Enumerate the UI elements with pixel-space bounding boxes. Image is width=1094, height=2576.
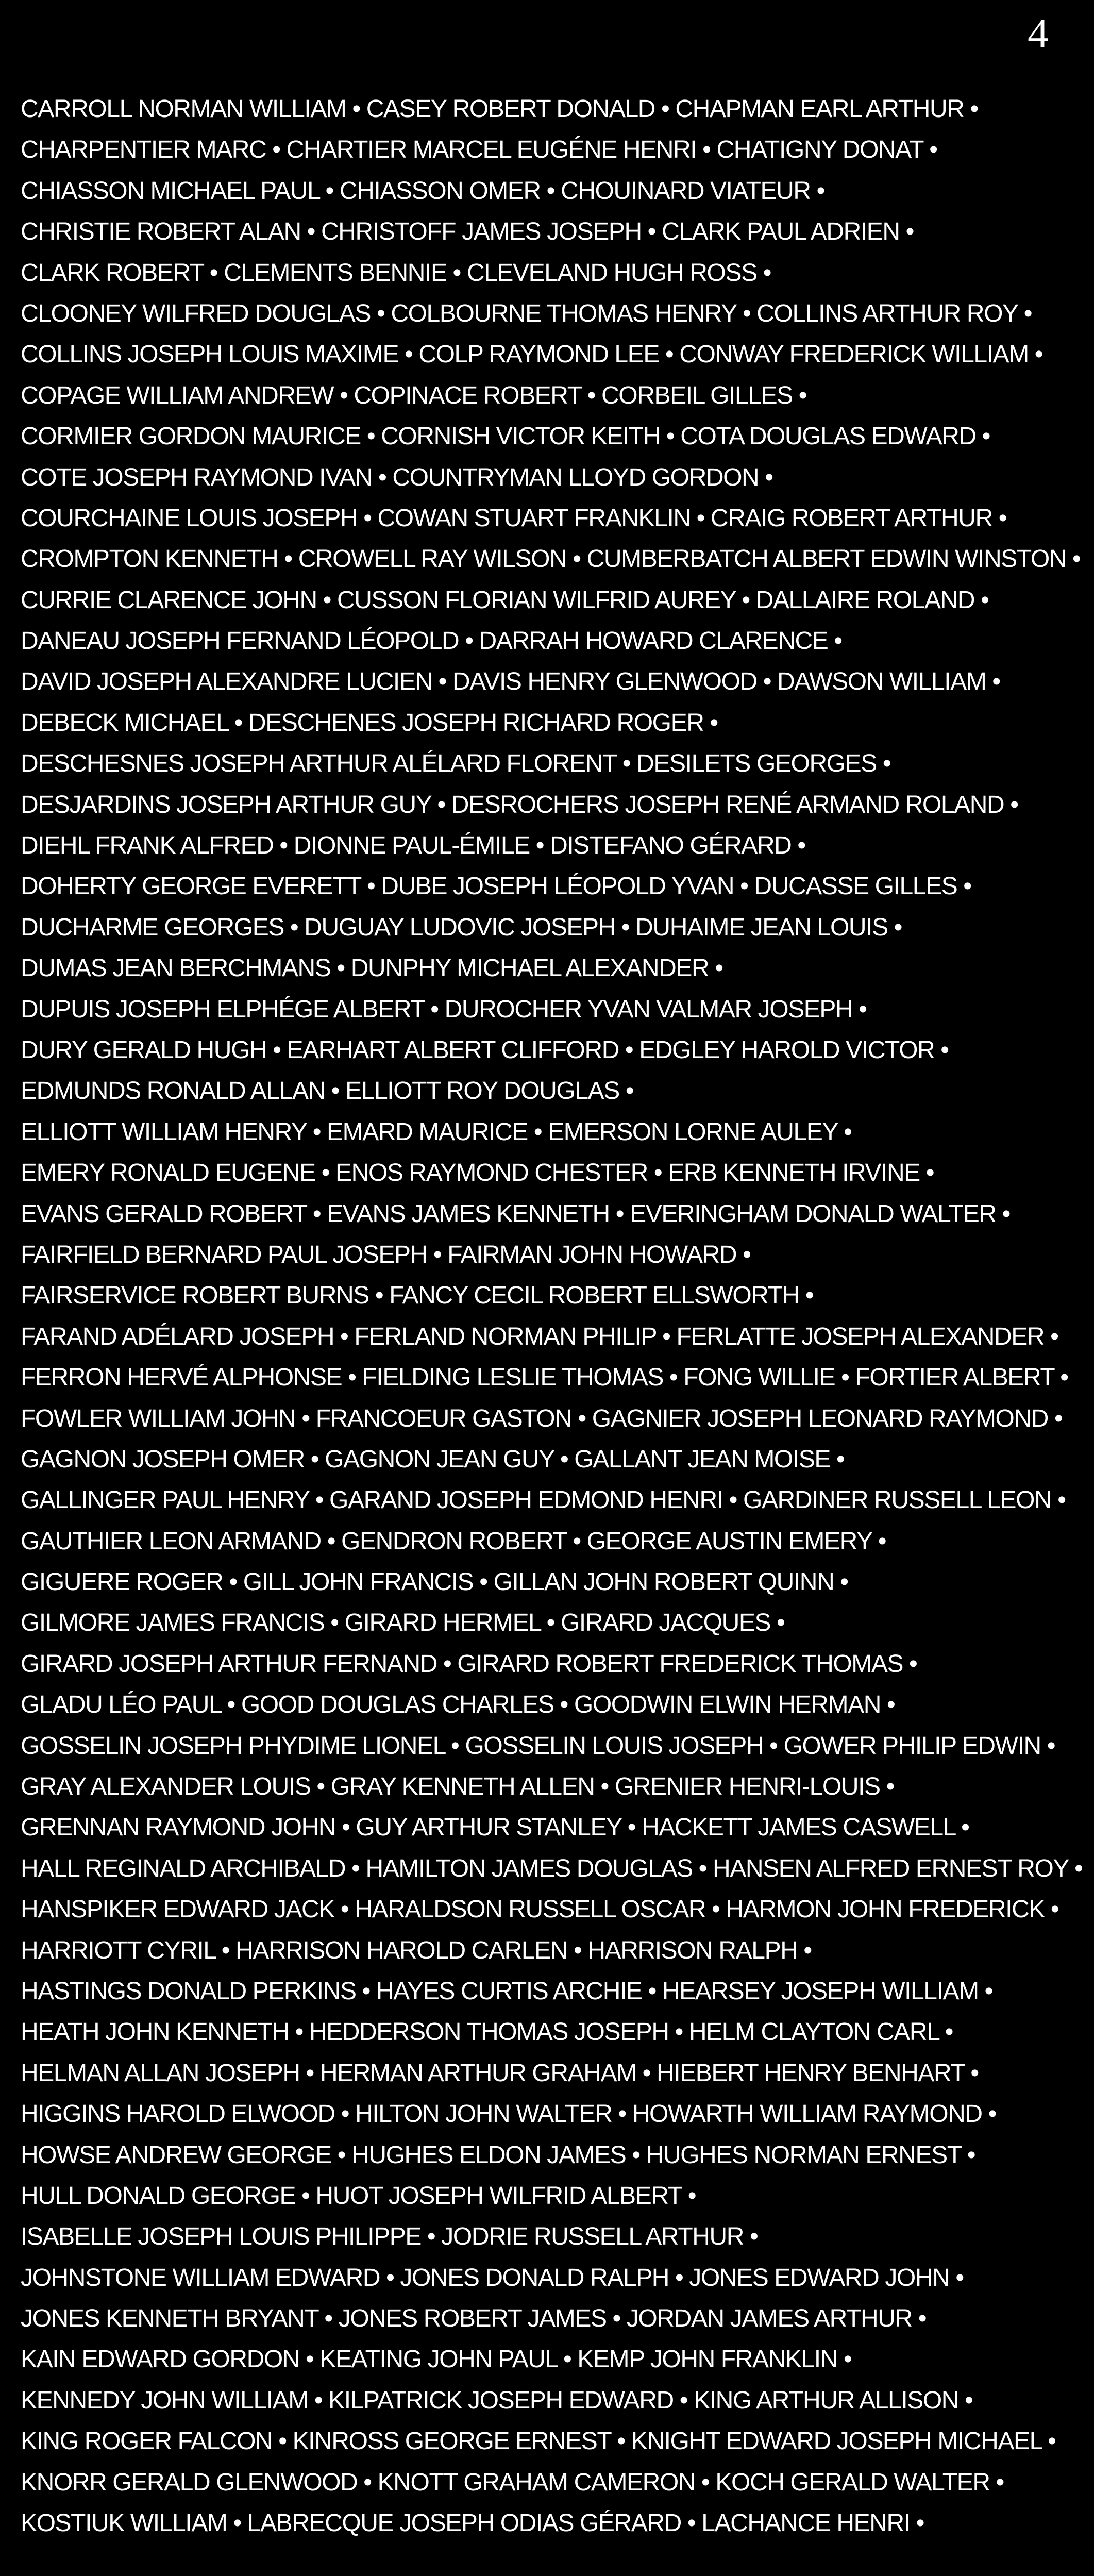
name-line: DEBECK MICHAEL • DESCHENES JOSEPH RICHARD ROGER • bbox=[21, 709, 718, 737]
name-line: COTE JOSEPH RAYMOND IVAN • COUNTRYMAN LLOYD GORDON • bbox=[21, 463, 773, 491]
name-line: CURRIE CLARENCE JOHN • CUSSON FLORIAN WILFRID AUREY • DALLAIRE ROLAND • bbox=[21, 586, 989, 614]
name-line: GAUTHIER LEON ARMAND • GENDRON ROBERT • GEORGE AUSTIN EMERY • bbox=[21, 1527, 886, 1555]
name-line: EDMUNDS RONALD ALLAN • ELLIOTT ROY DOUGLAS • bbox=[21, 1077, 634, 1105]
name-line: HULL DONALD GEORGE • HUOT JOSEPH WILFRID ALBERT • bbox=[21, 2182, 696, 2210]
name-line: DUCHARME GEORGES • DUGUAY LUDOVIC JOSEPH • DUHAIME JEAN LOUIS • bbox=[21, 913, 902, 941]
name-line: DUPUIS JOSEPH ELPHÉGE ALBERT • DUROCHER YVAN VALMAR JOSEPH • bbox=[21, 995, 867, 1023]
name-line: GALLINGER PAUL HENRY • GARAND JOSEPH EDMOND HENRI • GARDINER RUSSELL LEON • bbox=[21, 1486, 1066, 1514]
name-line: KOSTIUK WILLIAM • LABRECQUE JOSEPH ODIAS GÉRARD • LACHANCE HENRI • bbox=[21, 2510, 924, 2537]
name-line: CROMPTON KENNETH • CROWELL RAY WILSON • CUMBERBATCH ALBERT EDWIN WINSTON • bbox=[21, 545, 1081, 573]
name-line: DIEHL FRANK ALFRED • DIONNE PAUL-ÉMILE • DISTEFANO GÉRARD • bbox=[21, 832, 805, 860]
name-line: ELLIOTT WILLIAM HENRY • EMARD MAURICE • EMERSON LORNE AULEY • bbox=[21, 1118, 852, 1146]
name-line: KENNEDY JOHN WILLIAM • KILPATRICK JOSEPH EDWARD • KING ARTHUR ALLISON • bbox=[21, 2386, 973, 2414]
name-line: FAIRSERVICE ROBERT BURNS • FANCY CECIL ROBERT ELLSWORTH • bbox=[21, 1282, 814, 1310]
name-line: COURCHAINE LOUIS JOSEPH • COWAN STUART FRANKLIN • CRAIG ROBERT ARTHUR • bbox=[21, 504, 1007, 532]
name-line: DOHERTY GEORGE EVERETT • DUBE JOSEPH LÉOPOLD YVAN • DUCASSE GILLES • bbox=[21, 873, 971, 900]
name-line: CHRISTIE ROBERT ALAN • CHRISTOFF JAMES JOSEPH • CLARK PAUL ADRIEN • bbox=[21, 218, 914, 246]
name-line: GOSSELIN JOSEPH PHYDIME LIONEL • GOSSELIN LOUIS JOSEPH • GOWER PHILIP EDWIN • bbox=[21, 1732, 1055, 1760]
name-line: KAIN EDWARD GORDON • KEATING JOHN PAUL • KEMP JOHN FRANKLIN • bbox=[21, 2346, 852, 2373]
name-line: HALL REGINALD ARCHIBALD • HAMILTON JAMES DOUGLAS • HANSEN ALFRED ERNEST ROY • bbox=[21, 1854, 1082, 1882]
name-line: GRENNAN RAYMOND JOHN • GUY ARTHUR STANLEY • HACKETT JAMES CASWELL • bbox=[21, 1814, 969, 1842]
name-line: DUMAS JEAN BERCHMANS • DUNPHY MICHAEL ALEXANDER • bbox=[21, 955, 723, 982]
name-line: DANEAU JOSEPH FERNAND LÉOPOLD • DARRAH HOWARD CLARENCE • bbox=[21, 627, 842, 655]
name-line: COPAGE WILLIAM ANDREW • COPINACE ROBERT • CORBEIL GILLES • bbox=[21, 381, 807, 409]
name-line: DURY GERALD HUGH • EARHART ALBERT CLIFFORD • EDGLEY HAROLD VICTOR • bbox=[21, 1036, 949, 1064]
name-line: FERRON HERVÉ ALPHONSE • FIELDING LESLIE THOMAS • FONG WILLIE • FORTIER ALBERT • bbox=[21, 1364, 1068, 1392]
name-line: DESCHESNES JOSEPH ARTHUR ALÉLARD FLORENT • DESILETS GEORGES • bbox=[21, 750, 891, 778]
name-line: GILMORE JAMES FRANCIS • GIRARD HERMEL • GIRARD JACQUES • bbox=[21, 1609, 785, 1637]
name-line: DESJARDINS JOSEPH ARTHUR GUY • DESROCHERS JOSEPH RENÉ ARMAND ROLAND • bbox=[21, 791, 1018, 818]
name-line: FAIRFIELD BERNARD PAUL JOSEPH • FAIRMAN JOHN HOWARD • bbox=[21, 1241, 751, 1268]
name-line: CHIASSON MICHAEL PAUL • CHIASSON OMER • CHOUINARD VIATEUR • bbox=[21, 177, 825, 205]
name-line: GIGUERE ROGER • GILL JOHN FRANCIS • GILLAN JOHN ROBERT QUINN • bbox=[21, 1568, 848, 1596]
name-line: FARAND ADÉLARD JOSEPH • FERLAND NORMAN PHILIP • FERLATTE JOSEPH ALEXANDER • bbox=[21, 1323, 1058, 1350]
name-line: GLADU LÉO PAUL • GOOD DOUGLAS CHARLES • GOODWIN ELWIN HERMAN • bbox=[21, 1691, 895, 1719]
name-line: EVANS GERALD ROBERT • EVANS JAMES KENNETH • EVERINGHAM DONALD WALTER • bbox=[21, 1200, 1010, 1228]
name-line: HARRIOTT CYRIL • HARRISON HAROLD CARLEN • HARRISON RALPH • bbox=[21, 1936, 812, 1964]
names-list bbox=[21, 89, 1082, 2544]
name-line: EMERY RONALD EUGENE • ENOS RAYMOND CHESTER • ERB KENNETH IRVINE • bbox=[21, 1159, 934, 1187]
name-line: HANSPIKER EDWARD JACK • HARALDSON RUSSELL OSCAR • HARMON JOHN FREDERICK • bbox=[21, 1896, 1059, 1923]
name-line: KNORR GERALD GLENWOOD • KNOTT GRAHAM CAMERON • KOCH GERALD WALTER • bbox=[21, 2468, 1004, 2496]
name-line: CARROLL NORMAN WILLIAM • CASEY ROBERT DONALD • CHAPMAN EARL ARTHUR • bbox=[21, 95, 978, 123]
name-line: JOHNSTONE WILLIAM EDWARD • JONES DONALD RALPH • JONES EDWARD JOHN • bbox=[21, 2264, 964, 2291]
name-line: HELMAN ALLAN JOSEPH • HERMAN ARTHUR GRAHAM • HIEBERT HENRY BENHART • bbox=[21, 2059, 979, 2087]
name-line: COLLINS JOSEPH LOUIS MAXIME • COLP RAYMOND LEE • CONWAY FREDERICK WILLIAM • bbox=[21, 341, 1043, 369]
name-line: DAVID JOSEPH ALEXANDRE LUCIEN • DAVIS HENRY GLENWOOD • DAWSON WILLIAM • bbox=[21, 668, 1000, 696]
name-line: HOWSE ANDREW GEORGE • HUGHES ELDON JAMES • HUGHES NORMAN ERNEST • bbox=[21, 2141, 975, 2169]
name-line: GRAY ALEXANDER LOUIS • GRAY KENNETH ALLEN • GRENIER HENRI-LOUIS • bbox=[21, 1773, 895, 1801]
name-line: ISABELLE JOSEPH LOUIS PHILIPPE • JODRIE RUSSELL ARTHUR • bbox=[21, 2223, 758, 2251]
page-number: 4 bbox=[1028, 10, 1049, 57]
name-line: CORMIER GORDON MAURICE • CORNISH VICTOR KEITH • COTA DOUGLAS EDWARD • bbox=[21, 423, 990, 450]
name-line: CLARK ROBERT • CLEMENTS BENNIE • CLEVELAND HUGH ROSS • bbox=[21, 259, 771, 287]
name-line: CHARPENTIER MARC • CHARTIER MARCEL EUGÉNE HENRI • CHATIGNY DONAT • bbox=[21, 136, 937, 164]
name-line: HASTINGS DONALD PERKINS • HAYES CURTIS ARCHIE • HEARSEY JOSEPH WILLIAM • bbox=[21, 1977, 993, 2005]
name-line: KING ROGER FALCON • KINROSS GEORGE ERNEST • KNIGHT EDWARD JOSEPH MICHAEL • bbox=[21, 2428, 1056, 2455]
name-line: JONES KENNETH BRYANT • JONES ROBERT JAMES • JORDAN JAMES ARTHUR • bbox=[21, 2305, 927, 2333]
name-line: HIGGINS HAROLD ELWOOD • HILTON JOHN WALTER • HOWARTH WILLIAM RAYMOND • bbox=[21, 2100, 997, 2128]
name-line: FOWLER WILLIAM JOHN • FRANCOEUR GASTON • GAGNIER JOSEPH LEONARD RAYMOND • bbox=[21, 1404, 1063, 1432]
name-line: HEATH JOHN KENNETH • HEDDERSON THOMAS JOSEPH • HELM CLAYTON CARL • bbox=[21, 2018, 953, 2046]
name-line: CLOONEY WILFRED DOUGLAS • COLBOURNE THOMAS HENRY • COLLINS ARTHUR ROY • bbox=[21, 299, 1032, 327]
name-line: GAGNON JOSEPH OMER • GAGNON JEAN GUY • GALLANT JEAN MOISE • bbox=[21, 1445, 845, 1473]
name-line: GIRARD JOSEPH ARTHUR FERNAND • GIRARD ROBERT FREDERICK THOMAS • bbox=[21, 1650, 917, 1678]
